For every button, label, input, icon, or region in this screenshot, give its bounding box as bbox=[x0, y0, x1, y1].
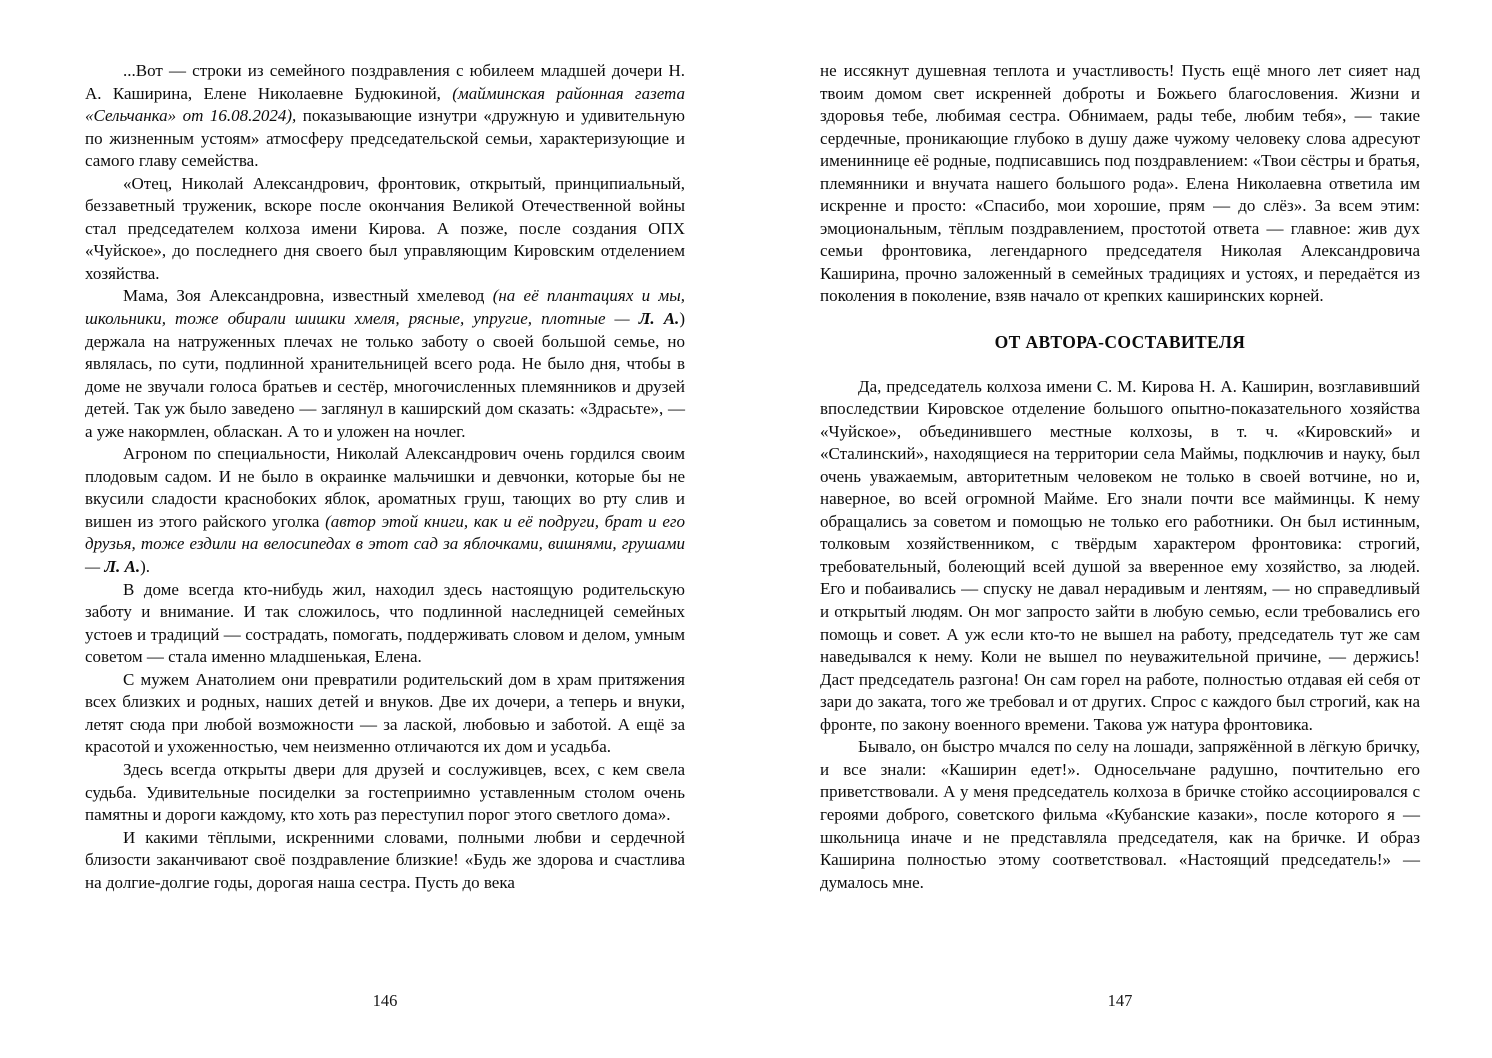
text-run: ) держала на натруженных плечах не только заботу о своей большой семье, но являлась, по сути, подлинной хранительницей всего рода. Не было дня, чтобы в доме не звучали голоса братьев и сестёр, многочисленных племянников и друзей детей. Так уж было заведено — заглянул в каширский дом сказать: «Здрасьте», — а уже накормлен, обласкан. А то и уложен на ночлег. bbox=[85, 309, 685, 441]
paragraph bbox=[820, 60, 1420, 308]
page-right-text bbox=[820, 60, 1420, 894]
text-run: Агроном по специальности, Николай Александрович очень гордился своим плодовым садом. И не было в окраинке мальчишки и девчонки, которые бы не вкусили сладости краснобоких яблок, ароматных груш, тающих во рту слив и вишен из этого райского уголка bbox=[85, 444, 685, 531]
text-run: Бывало, он быстро мчался по селу на лошади, запряжённой в лёгкую бричку, и все знали: «Каширин едет!». Односельчане радушно, почтительно его приветствовали. А у меня председатель колхоза в бричке стойко ассоциировался с героями доброго, советского фильма «Кубанские казаки», после которого я — школьница иначе и не представляла председателя, как на бричке. И образ Каширина полностью этому соответствовал. «Настоящий председатель!» — думалось мне. bbox=[820, 737, 1420, 892]
page-number-left: 146 bbox=[372, 991, 398, 1010]
page-number-right: 147 bbox=[1107, 991, 1133, 1010]
text-run: Л. А. bbox=[104, 557, 141, 577]
paragraph bbox=[85, 579, 685, 669]
paragraph bbox=[85, 173, 685, 286]
section-heading bbox=[820, 331, 1420, 354]
text-run: С мужем Анатолием они превратили родительский дом в храм притяжения всех близких и родных, наших детей и внуков. Две их дочери, а теперь и внуки, летят сюда при любой возможности — за лаской, любовью и заботой. А ещё за красотой и ухоженностью, чем неизменно отличаются их дом и усадьба. bbox=[85, 669, 685, 757]
page-left-text bbox=[85, 60, 685, 894]
text-run: (на её плантациях и мы, школьники, тоже обирали шишки хмеля, рясные, упругие, плотные — bbox=[85, 286, 686, 329]
page-left bbox=[85, 0, 685, 1058]
paragraph bbox=[820, 376, 1420, 737]
text-run: не иссякнут душевная теплота и участливость! Пусть ещё много лет сияет над твоим домом свет искренней доброты и Божьего благословения. Жизни и здоровья тебе, любимая сестра. Обнимаем, рады тебе, любим тебя», — такие сердечные, проникающие глубоко в душу даже чужому человеку слова адресуют имениннице её родные, подписавшись под поздравлением: «Твои сёстры и братья, племянники и внучата нашего большого рода». Елена Николаевна ответила им искренне и просто: «Спасибо, мои хорошие, прям — до слёз». За всем этим: эмоциональным, тёплым поздравлением, простотой ответа — главное: жив дух семьи фронтовика, легендарного председателя Николая Александровича Каширина, прочно заложенный в семейных традициях и устоях, и передаётся из поколения в поколение, взяв начало от крепких каширинских корней. bbox=[820, 61, 1420, 306]
paragraph bbox=[85, 285, 685, 443]
text-run: (майминская районная газета «Сельчанка» от 16.08.2024), bbox=[85, 83, 686, 126]
text-run: (автор этой книги, как и её подруги, брат и его друзья, тоже ездили на велосипедах в этот сад за яблочками, вишнями, грушами — bbox=[85, 511, 685, 577]
paragraph bbox=[85, 759, 685, 827]
paragraph bbox=[85, 669, 685, 759]
paragraph bbox=[820, 736, 1420, 894]
paragraph bbox=[85, 60, 685, 173]
text-run: Да, председатель колхоза имени С. М. Кирова Н. А. Каширин, возглавивший впоследствии Кировское отделение большого опытно-показательного хозяйства «Чуйское», объединившего местные колхозы, в т. ч. «Кировский» и «Сталинский», находящиеся на территории села Маймы, подключив и науку, был очень уважаемым, авторитетным человеком не только в своей вотчине, но и, наверное, во всей огромной Майме. Его знали почти все майминцы. К нему обращались за советом и помощью не только его работники. Он был истинным, толковым хозяйственником, с твёрдым характером фронтовика: строгий, требовательный, болеющий всей душой за вверенное ему хозяйство, за людей. Его и побаивались — спуску не давал нерадивым и лентяям, — но справедливый и открытый людям. Он мог запросто зайти в любую семью, если требовались его помощь и совет. А уж если кто-то не вышел на работу, председатель тут же сам наведывался к нему. Коли не вышел по неуважительной причине, — держись! Даст председатель разгона! Он сам горел на работе, полностью отдавая ей себя от зари до заката, того же требовал и от других. Спрос с каждого был строгий, как на фронте, по закону военного времени. Такова уж натура фронтовика. bbox=[820, 376, 1420, 734]
text-run: Мама, Зоя Александровна, известный хмелевод bbox=[123, 286, 493, 306]
text-run: показывающие изнутри «дружную и удивительную по жизненным устоям» атмосферу председательской семьи, характеризующие и самого главу семейства. bbox=[85, 106, 685, 171]
text-run: «Отец, Николай Александрович, фронтовик, открытый, принципиальный, беззаветный труженик, вскоре после окончания Великой Отечественной войны стал председателем колхоза имени Кирова. А позже, после создания ОПХ «Чуйское», до последнего дня своего был управляющим Кировским отделением хозяйства. bbox=[85, 173, 685, 283]
paragraph bbox=[85, 443, 685, 578]
page-right bbox=[820, 0, 1420, 1058]
text-run: И какими тёплыми, искренними словами, полными любви и сердечной близости заканчивают своё поздравление близкие! «Будь же здорова и счастлива на долгие-долгие годы, дорогая наша сестра. Пусть до века bbox=[85, 827, 685, 892]
paragraph bbox=[85, 827, 685, 895]
text-run: Здесь всегда открыты двери для друзей и сослуживцев, всех, с кем свела судьба. Удивительные посиделки за гостеприимно уставленным столом очень памятны и дороги каждому, кто хоть раз переступил порог этого светлого дома». bbox=[85, 759, 685, 825]
text-run: ОТ АВТОРА-СОСТАВИТЕЛЯ bbox=[994, 332, 1246, 353]
text-run: ). bbox=[140, 557, 151, 577]
text-run: Л. А. bbox=[638, 309, 680, 329]
text-run: В доме всегда кто-нибудь жил, находил здесь настоящую родительскую заботу и внимание. И так сложилось, что подлинной наследницей семейных устоев и традиций — сострадать, помогать, поддерживать словом и делом, умным советом — стала именно младшенькая, Елена. bbox=[85, 579, 685, 667]
text-run: ...Вот — строки из семейного поздравления с юбилеем младшей дочери Н. А. Каширина, Елене Николаевне Будюкиной, bbox=[85, 61, 685, 103]
